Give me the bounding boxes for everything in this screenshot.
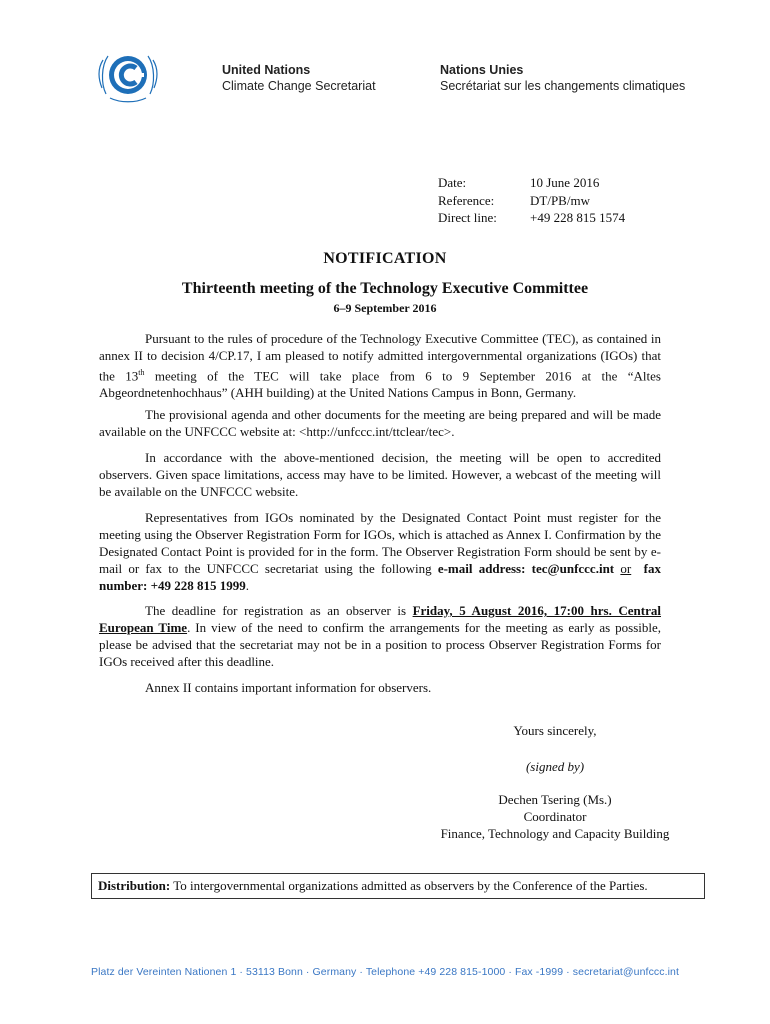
distribution-label: Distribution:: [98, 878, 171, 893]
p5-end: . In view of the need to confirm the arrangements for the meeting as early as possible, please be advised that the secretariat may not be in a position to process Observer Registration Forms for IGOs received after this deadline.: [99, 620, 661, 669]
or-text: or: [620, 561, 632, 576]
org-name-english: [222, 62, 376, 94]
unfccc-logo: [96, 48, 160, 104]
p1-end: meeting of the TEC will take place from 6 to 9 September 2016 at the “Altes Abgeordnetenhochhaus” (AHH building) at the United Nations Campus in Bonn, Germany.: [99, 368, 661, 401]
date-row: [438, 174, 625, 192]
email-address: e-mail address: tec@unfccc.int: [437, 561, 615, 576]
meeting-dates: 6–9 September 2016: [333, 301, 437, 315]
direct-line-value: +49 228 815 1574: [530, 210, 626, 225]
date-value: 10 June 2016: [530, 175, 600, 190]
reference-label: Reference:: [438, 192, 495, 208]
fax-number: fax number: +49 228 815 1999: [99, 561, 662, 593]
org-fr-line2: Secrétariat sur les changements climatiques: [440, 79, 686, 93]
notification-heading: NOTIFICATION: [323, 250, 447, 267]
org-en-line1: United Nations: [222, 63, 311, 77]
org-en-line2: Climate Change Secretariat: [222, 79, 376, 93]
p4-start: Representatives from IGOs nominated by the Designated Contact Point must register for the meeting using the Observer Registration Form for IGOs, which is attached as Annex I. Confirmation by the Designated Contact Point is provided for in the form. The Observer Registration Form should be sent by e-mail or fax to the UNFCCC secretariat using the following: [99, 510, 661, 576]
p4-end: .: [245, 578, 250, 593]
signatory-role: Coordinator: [523, 809, 587, 824]
meeting-title: Thirteenth meeting of the Technology Executive Committee: [181, 280, 589, 297]
reference-row: [438, 192, 625, 210]
paragraph-1: [99, 330, 661, 401]
direct-line-row: [438, 209, 625, 227]
date-label: Date:: [438, 175, 467, 190]
closing-sincerely: Yours sincerely,: [513, 723, 597, 738]
signatory-unit: Finance, Technology and Capacity Building: [440, 826, 670, 841]
letter-metadata: [438, 174, 625, 227]
footer-address: Platz der Vereinten Nationen 1 · 53113 Bonn · Germany · Telephone +49 228 815-1000 · Fax -1999 · secretariat@unfccc.int: [90, 966, 680, 978]
paragraph-4: [99, 509, 661, 594]
org-name-french: [440, 62, 685, 94]
reference-value: DT/PB/mw: [530, 192, 590, 208]
deadline-text: Friday, 5 August 2016, 17:00 hrs. Central European Time: [99, 603, 661, 635]
paragraph-2: The provisional agenda and other documents for the meeting are being prepared and will be made available on the UNFCCC website at: <http://unfccc.int/ttclear/tec>.: [99, 407, 661, 439]
signatory-name: Dechen Tsering (Ms.): [498, 792, 612, 807]
p1-start: Pursuant to the rules of procedure of the Technology Executive Committee (TEC), as contained in annex II to decision 4/CP.17, I am pleased to notify admitted intergovernmental organizations (IGOs) that the 13: [99, 331, 661, 384]
p1-superscript: th: [138, 368, 145, 377]
org-fr-line1: Nations Unies: [440, 63, 524, 77]
distribution-box: [91, 873, 705, 899]
closing-signed: (signed by): [525, 759, 585, 774]
paragraph-3: In accordance with the above-mentioned decision, the meeting will be open to accredited observers. Given space limitations, access may have to be limited. However, a webcast of the meeting will be available on the UNFCCC website.: [99, 450, 661, 499]
direct-line-label: Direct line:: [438, 210, 497, 225]
paragraph-6: Annex II contains important information for observers.: [145, 680, 432, 695]
p5-start: The deadline for registration as an observer is: [145, 603, 413, 618]
distribution-text: To intergovernmental organizations admitted as observers by the Conference of the Parties.: [170, 878, 648, 893]
paragraph-5: [99, 602, 661, 670]
